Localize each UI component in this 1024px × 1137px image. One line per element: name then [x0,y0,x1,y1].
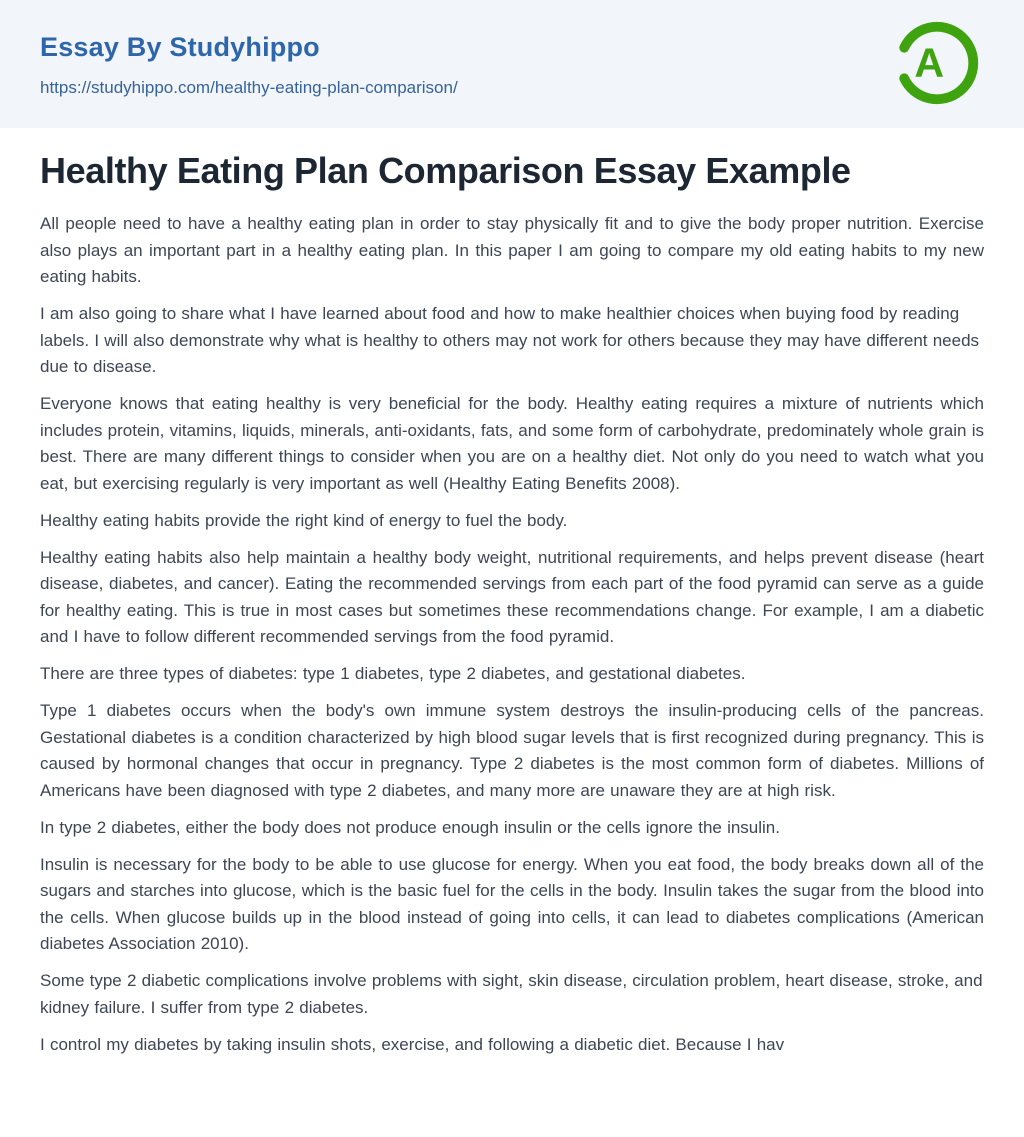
essay-paragraph: Type 1 diabetes occurs when the body's own immune system destroys the insulin-producing cells of the pancreas. Gestational diabetes is a condition characterized by high blood sugar levels that is first recognized during pregnancy. This is caused by hormonal changes that occur in pregnancy. Type 2 diabetes is the most common form of diabetes. Millions of Americans have been diagnosed with type 2 diabetes, and many more are unaware they are at high risk. [40,701,984,800]
essay-body [40,211,984,1058]
header-text-block [40,28,458,98]
site-label: Essay By Studyhippo [40,32,320,62]
essay-paragraph: Some type 2 diabetic complications involve problems with sight, skin disease, circulation problem, heart disease, stroke, and kidney failure. I suffer from type 2 diabetes. [40,971,983,1017]
essay-paragraph: Healthy eating habits also help maintain a healthy body weight, nutritional requirements, and helps prevent disease (heart disease, diabetes, and cancer). Eating the recommended servings from each part of the food pyramid can serve as a guide for healthy eating. This is true in most cases but sometimes these recommendations change. For example, I am a diabetic and I have to follow different recommended servings from the food pyramid. [40,547,984,646]
essay-paragraph: In type 2 diabetes, either the body does not produce enough insulin or the cells ignore the insulin. [40,817,780,837]
logo-letter: A [914,39,945,86]
page-title: Healthy Eating Plan Comparison Essay Example [40,150,851,191]
studyhippo-logo-icon [890,16,984,110]
essay-paragraph: Insulin is necessary for the body to be able to use glucose for energy. When you eat food, the body breaks down all of the sugars and starches into glucose, which is the basic fuel for the cells in the body. Insulin takes the sugar from the blood into the cells. When glucose builds up in the blood instead of going into cells, it can lead to diabetes complications (American diabetes Association 2010). [40,854,984,953]
essay-paragraph-truncated: I control my diabetes by taking insulin shots, exercise, and following a diabetic diet. Because I hav [40,1034,785,1054]
essay-paragraph: I am also going to share what I have learned about food and how to make healthier choices when buying food by reading labels. I will also demonstrate why what is healthy to others may not work for others because they may have different needs due to disease. [40,304,980,376]
essay-paragraph: Everyone knows that eating healthy is very beneficial for the body. Healthy eating requires a mixture of nutrients which includes protein, vitamins, liquids, minerals, anti-oxidants, fats, and some form of carbohydrate, predominately whole grain is best. There are many different things to consider when you are on a healthy diet. Not only do you need to watch what you eat, but exercising regularly is very important as well (Healthy Eating Benefits 2008). [40,394,984,493]
source-url-link[interactable]: https://studyhippo.com/healthy-eating-plan-comparison/ [40,78,458,97]
essay-paragraph: There are three types of diabetes: type 1 diabetes, type 2 diabetes, and gestational diabetes. [40,664,746,683]
essay-paragraph: All people need to have a healthy eating plan in order to stay physically fit and to give the body proper nutrition. Exercise also plays an important part in a healthy eating plan. In this paper I am going to compare my old eating habits to my new eating habits. [40,214,984,286]
essay-page [0,128,1024,1058]
page-header [0,0,1024,128]
essay-paragraph: Healthy eating habits provide the right kind of energy to fuel the body. [40,510,568,530]
